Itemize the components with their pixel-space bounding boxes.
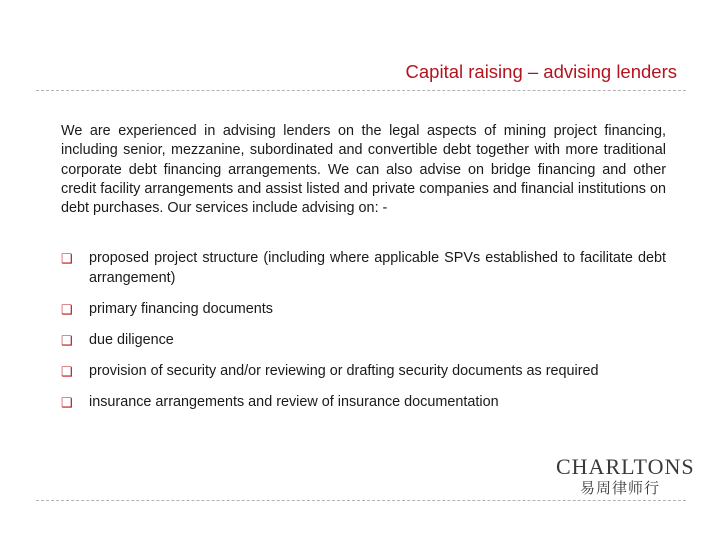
list-item [61, 331, 666, 351]
logo-english: CHARLTONS [556, 454, 695, 479]
list-item [61, 362, 666, 382]
list-item [61, 300, 666, 320]
list-item-text: insurance arrangements and review of insurance documentation [89, 393, 499, 410]
charltons-logo [556, 454, 695, 497]
square-bullet-icon: ❑ [61, 301, 73, 317]
slide-title: Capital raising – advising lenders [405, 61, 677, 82]
list-item [61, 393, 666, 413]
bottom-divider [36, 500, 686, 501]
list-item-text: proposed project structure (including where applicable SPVs established to facilitate debt arrangement) [89, 250, 666, 286]
services-list [61, 249, 666, 424]
list-item [61, 249, 666, 288]
list-item-text: primary financing documents [89, 300, 273, 317]
square-bullet-icon: ❑ [61, 363, 73, 379]
list-item-text: due diligence [89, 331, 174, 348]
top-divider [36, 90, 686, 91]
list-item-text: provision of security and/or reviewing or drafting security documents as required [89, 362, 599, 379]
square-bullet-icon: ❑ [61, 332, 73, 348]
intro-paragraph: We are experienced in advising lenders on the legal aspects of mining project financing, including senior, mezzanine, subordinated and convertible debt together with more traditional corporate debt financing arrangements. We can also advise on bridge financing and other credit facility arrangements and assist listed and private companies and financial institutions on debt purchases. Our services include advising on: - [61, 123, 666, 217]
square-bullet-icon: ❑ [61, 251, 73, 266]
logo-chinese: 易周律师行 [579, 479, 660, 497]
square-bullet-icon: ❑ [61, 394, 73, 410]
